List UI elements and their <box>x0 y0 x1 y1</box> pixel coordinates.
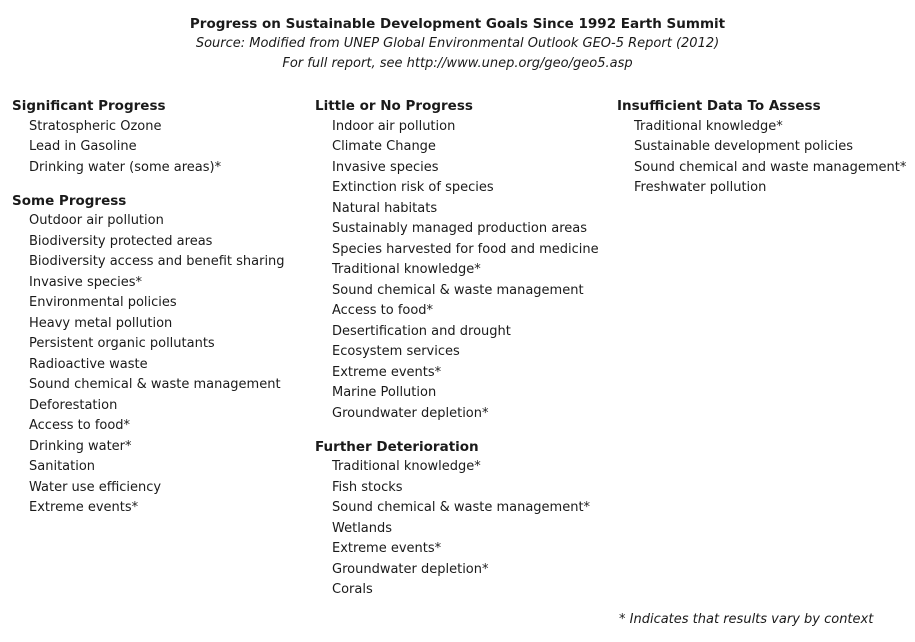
list-item: Extreme events* <box>29 500 139 515</box>
category-section <box>12 191 285 519</box>
list-item: Traditional knowledge* <box>332 262 481 277</box>
list-item: Extreme events* <box>332 364 442 380</box>
list-item: Climate Change <box>332 139 436 154</box>
list-item: Sound chemical & waste management* <box>332 500 591 515</box>
list-item: Stratospheric Ozone <box>29 118 162 134</box>
section-heading: Further Deterioration <box>315 438 479 455</box>
category-section <box>12 96 285 178</box>
item-list <box>12 117 285 179</box>
list-item: Ecosystem services <box>332 344 460 359</box>
category-section <box>315 96 599 424</box>
list-item: Sound chemical & waste management <box>332 282 584 298</box>
list-item: Species harvested for food and medicine <box>332 241 599 257</box>
item-list <box>315 117 599 425</box>
list-item: Persistent organic pollutants <box>29 336 215 351</box>
list-item: Sustainably managed production areas <box>332 221 588 236</box>
list-item: Radioactive waste <box>29 356 148 372</box>
section-heading: Little or No Progress <box>315 98 473 114</box>
list-item: Sound chemical and waste management* <box>634 159 907 175</box>
list-item: Groundwater depletion* <box>332 561 489 577</box>
list-item: Wetlands <box>332 520 393 536</box>
item-list <box>12 211 285 519</box>
list-item: Freshwater pollution <box>634 180 767 195</box>
list-item: Access to food* <box>332 303 434 318</box>
list-item: Deforestation <box>29 397 118 413</box>
list-item: Biodiversity access and benefit sharing <box>29 254 285 269</box>
list-item: Marine Pollution <box>332 385 437 400</box>
list-item: Environmental policies <box>29 295 177 310</box>
list-item: Drinking water (some areas)* <box>29 159 222 175</box>
list-item: Outdoor air pollution <box>29 213 164 228</box>
section-heading: Some Progress <box>12 192 127 209</box>
section-heading: Significant Progress <box>12 98 166 114</box>
list-item: Traditional knowledge* <box>332 459 481 474</box>
list-item: Sustainable development policies <box>634 139 853 154</box>
header <box>0 14 915 74</box>
source-line: Source: Modified from UNEP Global Environmental Outlook GEO-5 Report (2012) <box>195 36 720 51</box>
list-item: Heavy metal pollution <box>29 315 173 331</box>
category-section <box>315 437 599 601</box>
column-1 <box>12 96 285 531</box>
list-item: Groundwater depletion* <box>332 405 489 421</box>
footnote: * Indicates that results vary by context <box>619 612 874 627</box>
column-3 <box>617 96 906 211</box>
list-item: Natural habitats <box>332 200 438 216</box>
list-item: Access to food* <box>29 418 131 433</box>
list-item: Sanitation <box>29 459 96 474</box>
list-item: Drinking water* <box>29 438 132 454</box>
list-item: Fish stocks <box>332 479 403 495</box>
list-item: Traditional knowledge* <box>634 118 783 134</box>
full-report-line: For full report, see http://www.unep.org/geo/geo5.asp <box>282 56 633 71</box>
list-item: Lead in Gasoline <box>29 139 137 154</box>
list-item: Indoor air pollution <box>332 118 456 134</box>
item-list <box>617 117 906 199</box>
category-section <box>617 96 906 199</box>
list-item: Biodiversity protected areas <box>29 233 213 249</box>
list-item: Desertification and drought <box>332 323 511 339</box>
list-item: Extinction risk of species <box>332 180 494 195</box>
list-item: Water use efficiency <box>29 479 162 495</box>
list-item: Corals <box>332 582 373 597</box>
page-title: Progress on Sustainable Development Goals Since 1992 Earth Summit <box>189 16 726 32</box>
list-item: Invasive species <box>332 159 439 175</box>
list-item: Extreme events* <box>332 541 442 556</box>
list-item: Invasive species* <box>29 274 142 290</box>
section-heading: Insufficient Data To Assess <box>617 98 821 114</box>
item-list <box>315 457 599 601</box>
list-item: Sound chemical & waste management <box>29 377 281 392</box>
column-2 <box>315 96 599 613</box>
